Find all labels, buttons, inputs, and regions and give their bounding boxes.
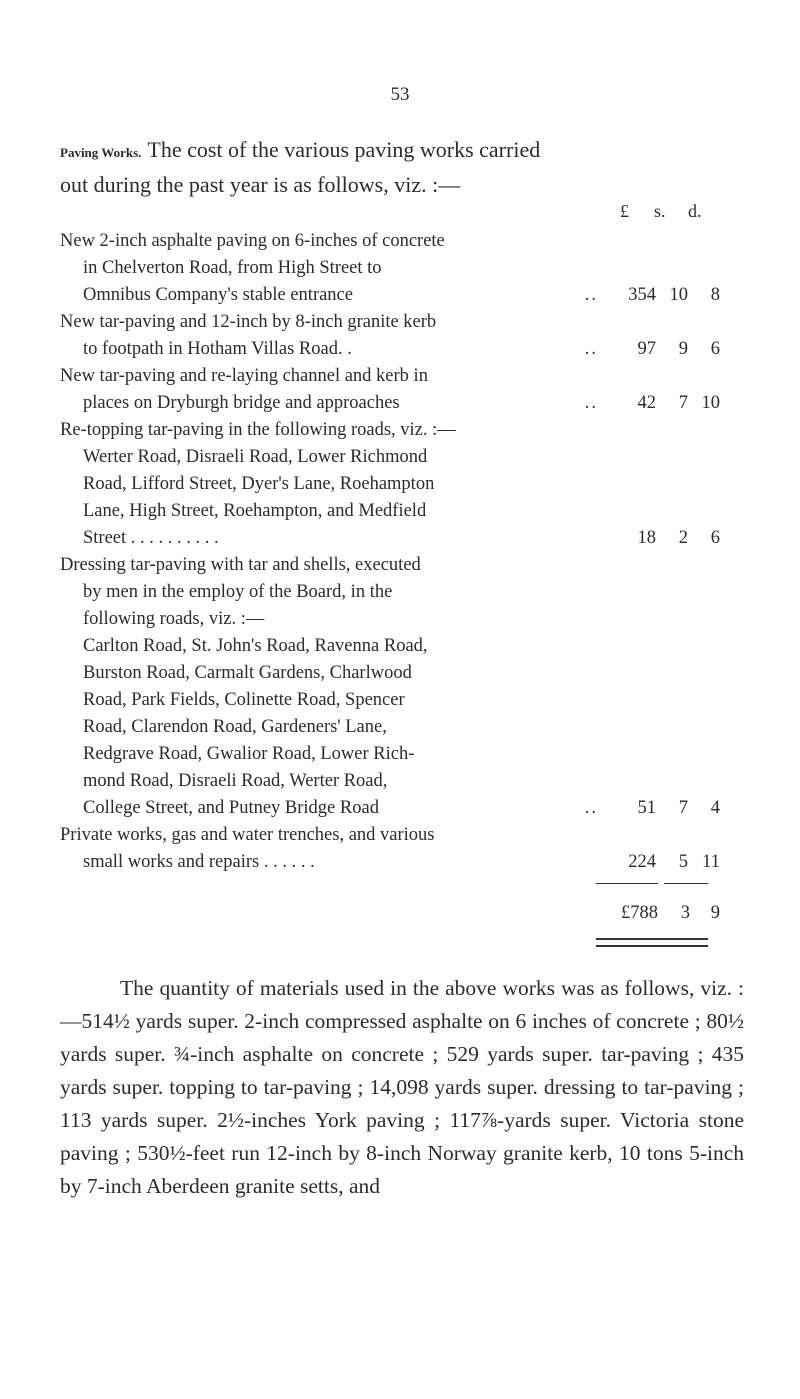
description-line: Re-topping tar-paving in the following roads, viz. :— (60, 420, 456, 440)
description-line: Road, Park Fields, Colinette Road, Spencer (83, 690, 405, 710)
paving-works-table (60, 228, 720, 876)
description-line: Redgrave Road, Gwalior Road, Lower Rich- (83, 744, 415, 764)
pounds-header: £ (620, 201, 629, 221)
works-row (60, 552, 720, 822)
leader-dots: .. (584, 798, 598, 818)
amount-shillings: 2 (678, 528, 688, 548)
description-text: College Street, and Putney Bridge Road (83, 798, 379, 818)
leader-dots: .. (584, 393, 598, 413)
works-row (60, 363, 720, 417)
description-line: Werter Road, Disraeli Road, Lower Richmond (83, 447, 428, 467)
works-row (60, 822, 720, 876)
leader-dots: .. (584, 339, 598, 359)
description-line: Burston Road, Carmalt Gardens, Charlwood (83, 663, 412, 683)
works-description (60, 417, 598, 552)
description-line: Road, Clarendon Road, Gardeners' Lane, (83, 717, 387, 737)
works-row (60, 309, 720, 363)
pence-header: d. (688, 201, 702, 221)
amount-pounds: 42 (637, 393, 656, 413)
total-double-rule (596, 938, 708, 947)
description-line: in Chelverton Road, from High Street to (83, 258, 382, 278)
total-rule-right (664, 883, 708, 884)
works-description (60, 309, 598, 363)
description-line: New tar-paving and 12-inch by 8-inch granite kerb (60, 312, 437, 332)
description-line: New 2-inch asphalte paving on 6-inches of concrete (60, 231, 445, 251)
works-description (60, 552, 598, 822)
description-text: to footpath in Hotham Villas Road. . (83, 339, 352, 359)
amount-pence: 10 (701, 393, 720, 413)
total-pence: 9 (710, 903, 720, 923)
description-line: mond Road, Disraeli Road, Werter Road, (83, 771, 388, 791)
amount-pence: 8 (710, 285, 720, 305)
description-line: small works and repairs . . . . . . (83, 852, 315, 872)
leader-dots: .. (584, 285, 598, 305)
works-description (60, 822, 598, 876)
amount-pounds: 224 (628, 852, 656, 872)
amount-shillings: 10 (669, 285, 688, 305)
amount-pence: 11 (702, 852, 720, 872)
description-line: Dressing tar-paving with tar and shells, executed (60, 555, 421, 575)
description-line (60, 795, 598, 822)
amount-shillings: 9 (678, 339, 688, 359)
intro-line-2: out during the past year is as follows, viz. :— (60, 172, 461, 197)
works-description (60, 228, 598, 309)
amount-shillings: 7 (678, 393, 688, 413)
side-heading: Paving Works. (60, 145, 142, 160)
description-line: by men in the employ of the Board, in the (83, 582, 393, 602)
amount-shillings: 5 (678, 852, 688, 872)
intro-paragraph (60, 134, 740, 201)
total-pounds: £788 (621, 903, 658, 923)
amount-pence: 4 (710, 798, 720, 818)
amount-pounds: 51 (637, 798, 656, 818)
total-rule-left (596, 883, 658, 884)
amount-pence: 6 (710, 528, 720, 548)
description-line: Private works, gas and water trenches, and various (60, 825, 435, 845)
description-line: Lane, High Street, Roehampton, and Medfield (83, 501, 427, 521)
shillings-header: s. (654, 201, 666, 221)
description-line: Carlton Road, St. John's Road, Ravenna Road, (83, 636, 428, 656)
amount-pounds: 97 (637, 339, 656, 359)
amount-pounds: 354 (628, 285, 656, 305)
description-line: following roads, viz. :— (83, 609, 265, 629)
description-line (60, 282, 598, 309)
works-row (60, 417, 720, 552)
description-line: New tar-paving and re-laying channel and kerb in (60, 366, 428, 386)
amount-shillings: 7 (678, 798, 688, 818)
description-line (60, 336, 598, 363)
amount-pence: 6 (710, 339, 720, 359)
works-description (60, 363, 598, 417)
total-shillings: 3 (680, 903, 690, 923)
description-text: places on Dryburgh bridge and approaches (83, 393, 400, 413)
description-line: Road, Lifford Street, Dyer's Lane, Roehampton (83, 474, 435, 494)
description-text: Omnibus Company's stable entrance (83, 285, 353, 305)
description-line (60, 390, 598, 417)
description-line: Street . . . . . . . . . . (83, 528, 219, 548)
page-number: 53 (390, 84, 410, 105)
amount-pounds: 18 (637, 528, 656, 548)
materials-paragraph: The quantity of materials used in the above works was as follows, viz. :—514½ yards super. 2-inch compressed asphalte on 6 inches of concrete ; 80½ yards super. ¾-inch asphalte on concrete ; 529 yards super. tar-paving ; 435 yards super. topping to tar-paving ; 14,098 yards super. dressing to tar-paving ; 113 yards super. 2½-inches York paving ; 117⅞-yards super. Victoria stone paving ; 530½-feet run 12-inch by 8-inch Norway granite kerb, 10 tons 5-inch by 7-inch Aberdeen granite setts, and (60, 976, 744, 1198)
intro-line-1: The cost of the various paving works carried (147, 137, 541, 162)
works-row (60, 228, 720, 309)
